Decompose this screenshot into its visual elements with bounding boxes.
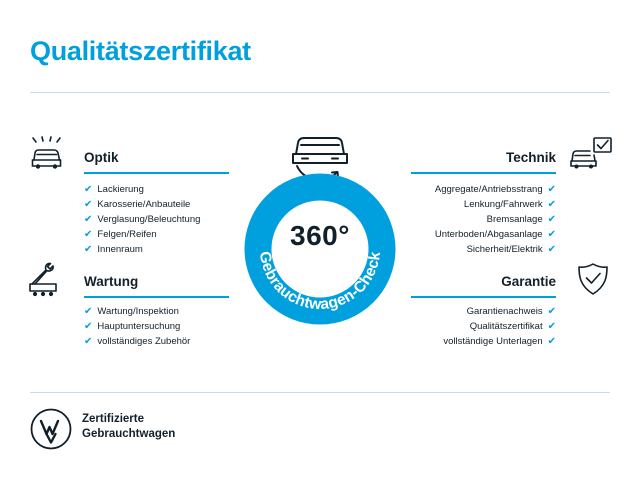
check-icon: ✔ — [547, 320, 556, 332]
list-item-label: Lenkung/Fahrwerk — [463, 199, 543, 210]
list-item-label: Innenraum — [97, 244, 143, 255]
list-item-label: Unterboden/Abgasanlage — [434, 229, 543, 240]
check-icon: ✔ — [84, 213, 93, 225]
list-item — [84, 197, 200, 212]
list-item — [84, 334, 190, 349]
section-rule-optik — [84, 172, 229, 174]
check-icon: ✔ — [84, 198, 93, 210]
list-item-label: Felgen/Reifen — [97, 229, 157, 240]
check-icon: ✔ — [547, 213, 556, 225]
page-title: Qualitätszertifikat — [30, 36, 251, 66]
list-item-label: Sicherheit/Elektrik — [466, 244, 543, 255]
car-check-icon — [570, 136, 614, 172]
section-rule-garantie — [411, 296, 556, 298]
check-icon: ✔ — [84, 243, 93, 255]
badge-360-check — [225, 120, 415, 314]
list-item-label: Lackierung — [97, 184, 144, 195]
vw-logo-icon — [30, 408, 72, 450]
list-item-label: vollständiges Zubehör — [97, 336, 191, 347]
badge-center-label: 360° — [290, 220, 350, 251]
list-item-label: Hauptuntersuchung — [97, 321, 181, 332]
check-icon: ✔ — [547, 243, 556, 255]
section-heading-optik: Optik — [84, 150, 119, 165]
list-item-label: Bremsanlage — [486, 214, 543, 225]
check-icon: ✔ — [84, 228, 93, 240]
wrench-service-icon — [26, 262, 72, 306]
footer-line-1: Zertifizierte — [82, 413, 144, 425]
car-wash-icon — [28, 136, 72, 172]
list-item-label: Verglasung/Beleuchtung — [97, 214, 201, 225]
check-icon: ✔ — [84, 320, 93, 332]
check-icon: ✔ — [547, 198, 556, 210]
svg-text:Gebrauchtwagen-Check — [256, 250, 384, 313]
list-item-label: Wartung/Inspektion — [97, 306, 179, 317]
list-item — [84, 182, 200, 197]
footer-line-2: Gebrauchtwagen — [82, 428, 176, 440]
check-icon: ✔ — [84, 305, 93, 317]
section-list-optik — [84, 182, 200, 257]
list-item-label: Aggregate/Antriebsstrang — [434, 184, 543, 195]
title-divider — [30, 92, 610, 93]
section-heading-wartung: Wartung — [84, 274, 139, 289]
check-icon: ✔ — [84, 183, 93, 195]
shield-check-icon — [574, 262, 614, 302]
section-list-wartung — [84, 304, 190, 349]
check-icon: ✔ — [547, 228, 556, 240]
list-item-label: vollständige Unterlagen — [443, 336, 543, 347]
list-item-label: Qualitätszertifikat — [469, 321, 543, 332]
list-item-label: Garantienachweis — [466, 306, 543, 317]
list-item — [84, 242, 200, 257]
footer-text — [82, 412, 175, 442]
section-heading-technik: Technik — [505, 150, 556, 165]
list-item — [84, 319, 190, 334]
section-heading-garantie: Garantie — [501, 274, 556, 289]
badge-curved-label: Gebrauchtwagen-Check — [255, 250, 385, 314]
footer-divider — [30, 392, 610, 393]
check-icon: ✔ — [547, 183, 556, 195]
check-icon: ✔ — [84, 335, 93, 347]
list-item-label: Karosserie/Anbauteile — [97, 199, 191, 210]
check-icon: ✔ — [547, 335, 556, 347]
list-item — [84, 304, 190, 319]
list-item — [336, 334, 556, 349]
section-rule-technik — [411, 172, 556, 174]
check-icon: ✔ — [547, 305, 556, 317]
list-item — [84, 227, 200, 242]
section-rule-wartung — [84, 296, 229, 298]
list-item — [84, 212, 200, 227]
